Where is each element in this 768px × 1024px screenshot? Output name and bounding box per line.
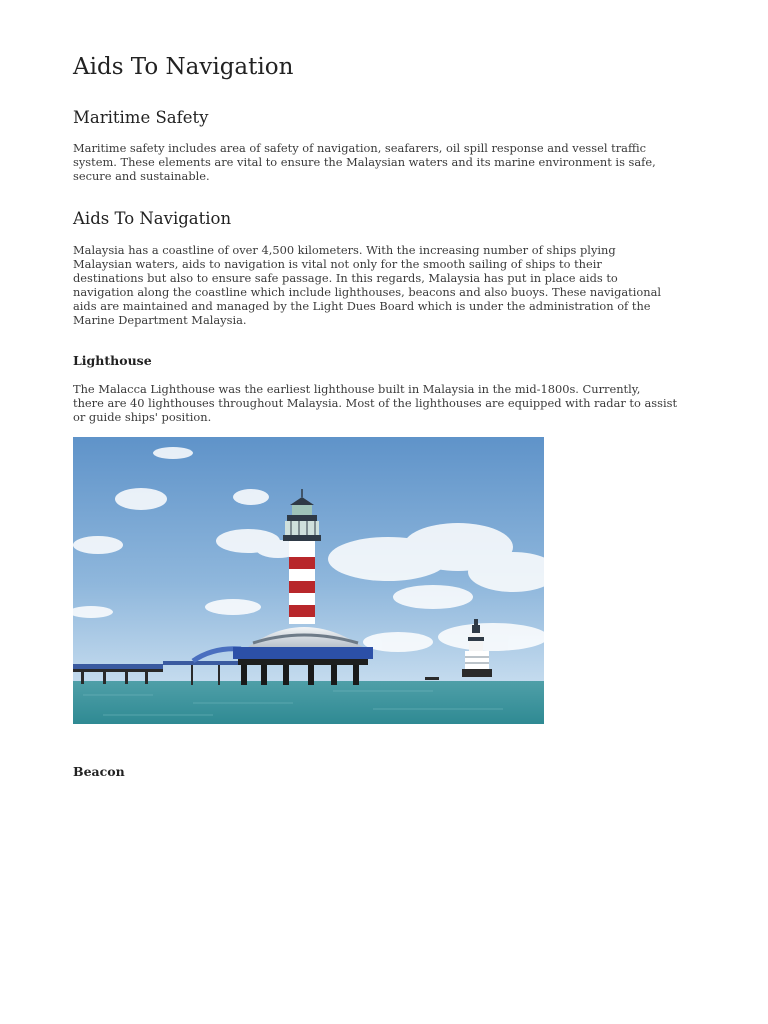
subheading-beacon: Beacon xyxy=(73,764,125,779)
paragraph-line: navigation along the coastline which include lighthouses, beacons and also buoys. These navigational xyxy=(73,285,662,299)
paragraph-line: Malaysian waters, aids to navigation is vital not only for the smooth sailing of ships to their xyxy=(73,257,602,271)
aids-to-navigation-paragraph xyxy=(73,243,698,327)
maritime-safety-paragraph xyxy=(73,141,698,183)
lighthouse-photo xyxy=(73,437,544,724)
paragraph-line: destinations but also to ensure safe passage. In this regards, Malaysia has put in place aids to xyxy=(73,271,618,285)
lighthouse-paragraph xyxy=(73,382,698,424)
section-heading-aids-to-navigation: Aids To Navigation xyxy=(73,209,232,228)
paragraph-line: Marine Department Malaysia. xyxy=(73,313,247,327)
paragraph-line: Maritime safety includes area of safety of navigation, seafarers, oil spill response and vessel traffic xyxy=(73,141,647,155)
paragraph-line: system. These elements are vital to ensure the Malaysian waters and its marine environment is safe, xyxy=(73,155,656,169)
paragraph-line: there are 40 lighthouses throughout Malaysia. Most of the lighthouses are equipped with radar to assist xyxy=(73,396,678,410)
subheading-lighthouse: Lighthouse xyxy=(73,353,152,368)
paragraph-line: The Malacca Lighthouse was the earliest lighthouse built in Malaysia in the mid-1800s. Currently, xyxy=(73,382,641,396)
paragraph-line: or guide ships' position. xyxy=(73,410,212,424)
section-heading-maritime-safety: Maritime Safety xyxy=(73,108,209,127)
page-title: Aids To Navigation xyxy=(73,54,294,80)
paragraph-line: secure and sustainable. xyxy=(73,169,210,183)
paragraph-line: Malaysia has a coastline of over 4,500 kilometers. With the increasing number of ships plying xyxy=(73,243,616,257)
paragraph-line: aids are maintained and managed by the Light Dues Board which is under the administration of the xyxy=(73,299,651,313)
